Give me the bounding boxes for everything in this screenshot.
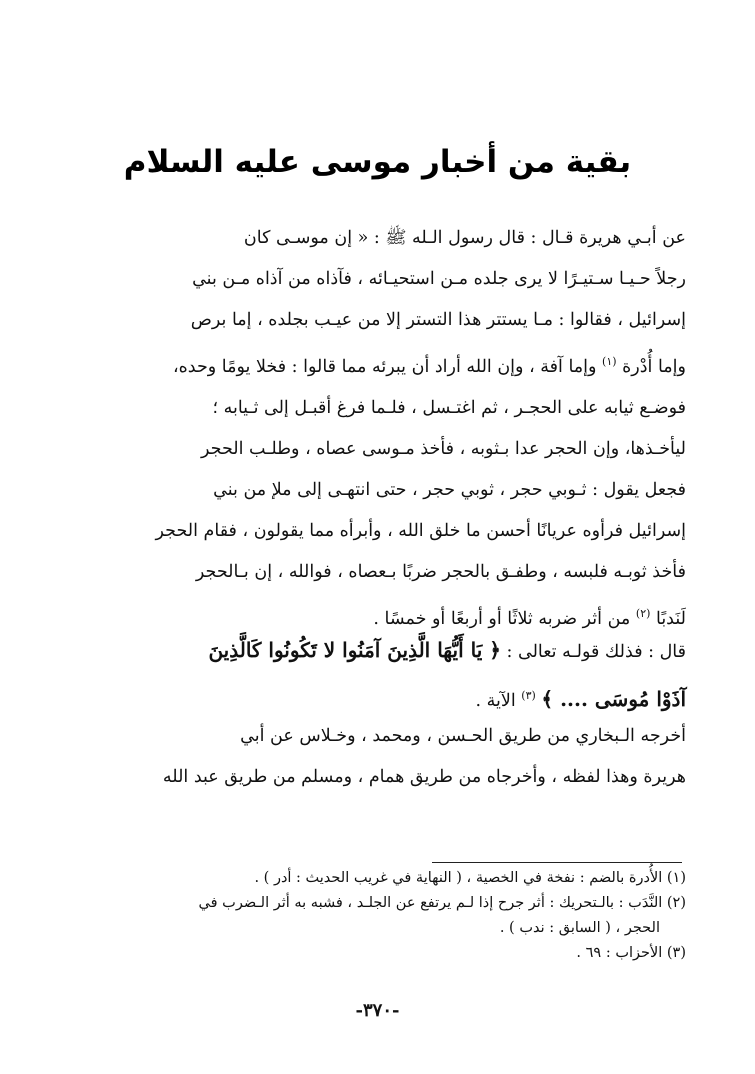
footnote-continuation: الحجر ، ( السابق : ندب ) . <box>499 920 660 936</box>
footnote-marker: (١) <box>602 355 617 368</box>
text-fragment: لَنَدبًا <box>655 608 686 629</box>
text-line <box>80 341 686 388</box>
text-fragment: وإما آفة ، وإن الله أراد أن يبرئه مما قالوا : فخلا يومًا وحده، <box>172 356 597 377</box>
footnotes <box>80 866 686 966</box>
text-line <box>80 628 686 674</box>
text-line: أخرجه الـبخاري من طريق الحـسن ، ومحمد ، وخـلاس عن أبي <box>240 726 686 746</box>
text-line: عن أبـي هريرة قـال : قال رسول الـله ﷺ : « إن موسـى كان <box>243 228 686 248</box>
quote-intro: قال : فذلك قولـه تعالى : <box>506 642 686 662</box>
text-line: فأخذ ثوبـه فلبسه ، وطفـق بالحجر ضربًا بـعصاه ، فوالله ، إن بـالحجر <box>195 561 686 582</box>
text-line: فجعل يقول : ثـوبي حجر ، ثوبي حجر ، حتى انتهـى إلى ملإ من بني <box>213 479 686 500</box>
text-line: رجلاً حـيـا سـتيـرًا لا يرى جلده مـن استحيـائه ، فآذاه من آذاه مـن بني <box>192 269 686 289</box>
text-fragment: وإما أُدْرة <box>622 356 686 377</box>
footnote-divider <box>432 862 682 863</box>
hadith-paragraph <box>80 218 686 640</box>
verse-text: ﴿ يَا أَيُّهَا الَّذِينَ آمَنُوا لا تَكُونُوا كَالَّذِينَ <box>208 638 501 662</box>
text-line: هريرة وهذا لفظه ، وأخرجاه من طريق همام ، ومسلم من طريق عبد الله <box>162 767 686 787</box>
text-line: إسرائيل ، فقالوا : مـا يستتر هذا التستر إلا من عيـب بجلده ، إما برص <box>190 310 686 330</box>
text-line: ليأخـذها، وإن الحجر عدا بـثوبه ، فأخذ مـوسى عصاه ، وطلـب الحجر <box>201 438 686 459</box>
text-line: فوضـع ثيابه على الحجـر ، ثم اغتـسل ، فلـما فرغ أقبـل إلى ثـيابه ؛ <box>212 397 686 418</box>
quote-outro: الآية . <box>475 690 516 711</box>
text-fragment: من أثر ضربه ثلاثًا أو أربعًا أو خمسًا . <box>373 608 631 629</box>
verse-text: آذَوْا مُوسَى .... ﴾ <box>541 686 686 711</box>
page-title: بقية من أخبار موسى عليه السلام <box>123 144 632 180</box>
footnote-item: (٢) النَّدَب : بالـتحريك : أثر جرح إذا لـم يرتفع عن الجلـد ، فشبه به أثر الـضرب في <box>198 895 686 911</box>
quran-quote <box>80 628 686 723</box>
source-paragraph <box>80 716 686 798</box>
footnote-marker: (٢) <box>635 606 651 620</box>
footnote-marker: (٣) <box>521 689 536 702</box>
page-number: -٣٧٠- <box>355 1000 400 1021</box>
footnote-item: (١) الأُدرة بالضم : نفخة في الخصية ، ( النهاية في غريب الحديث : أدر ) . <box>254 870 686 886</box>
footnote-item: (٣) الأحزاب : ٦٩ . <box>576 945 686 961</box>
text-line: إسرائيل فرأوه عريانًا أحسن ما خلق الله ، وأبرأه مما يقولون ، فقام الحجر <box>155 520 686 541</box>
